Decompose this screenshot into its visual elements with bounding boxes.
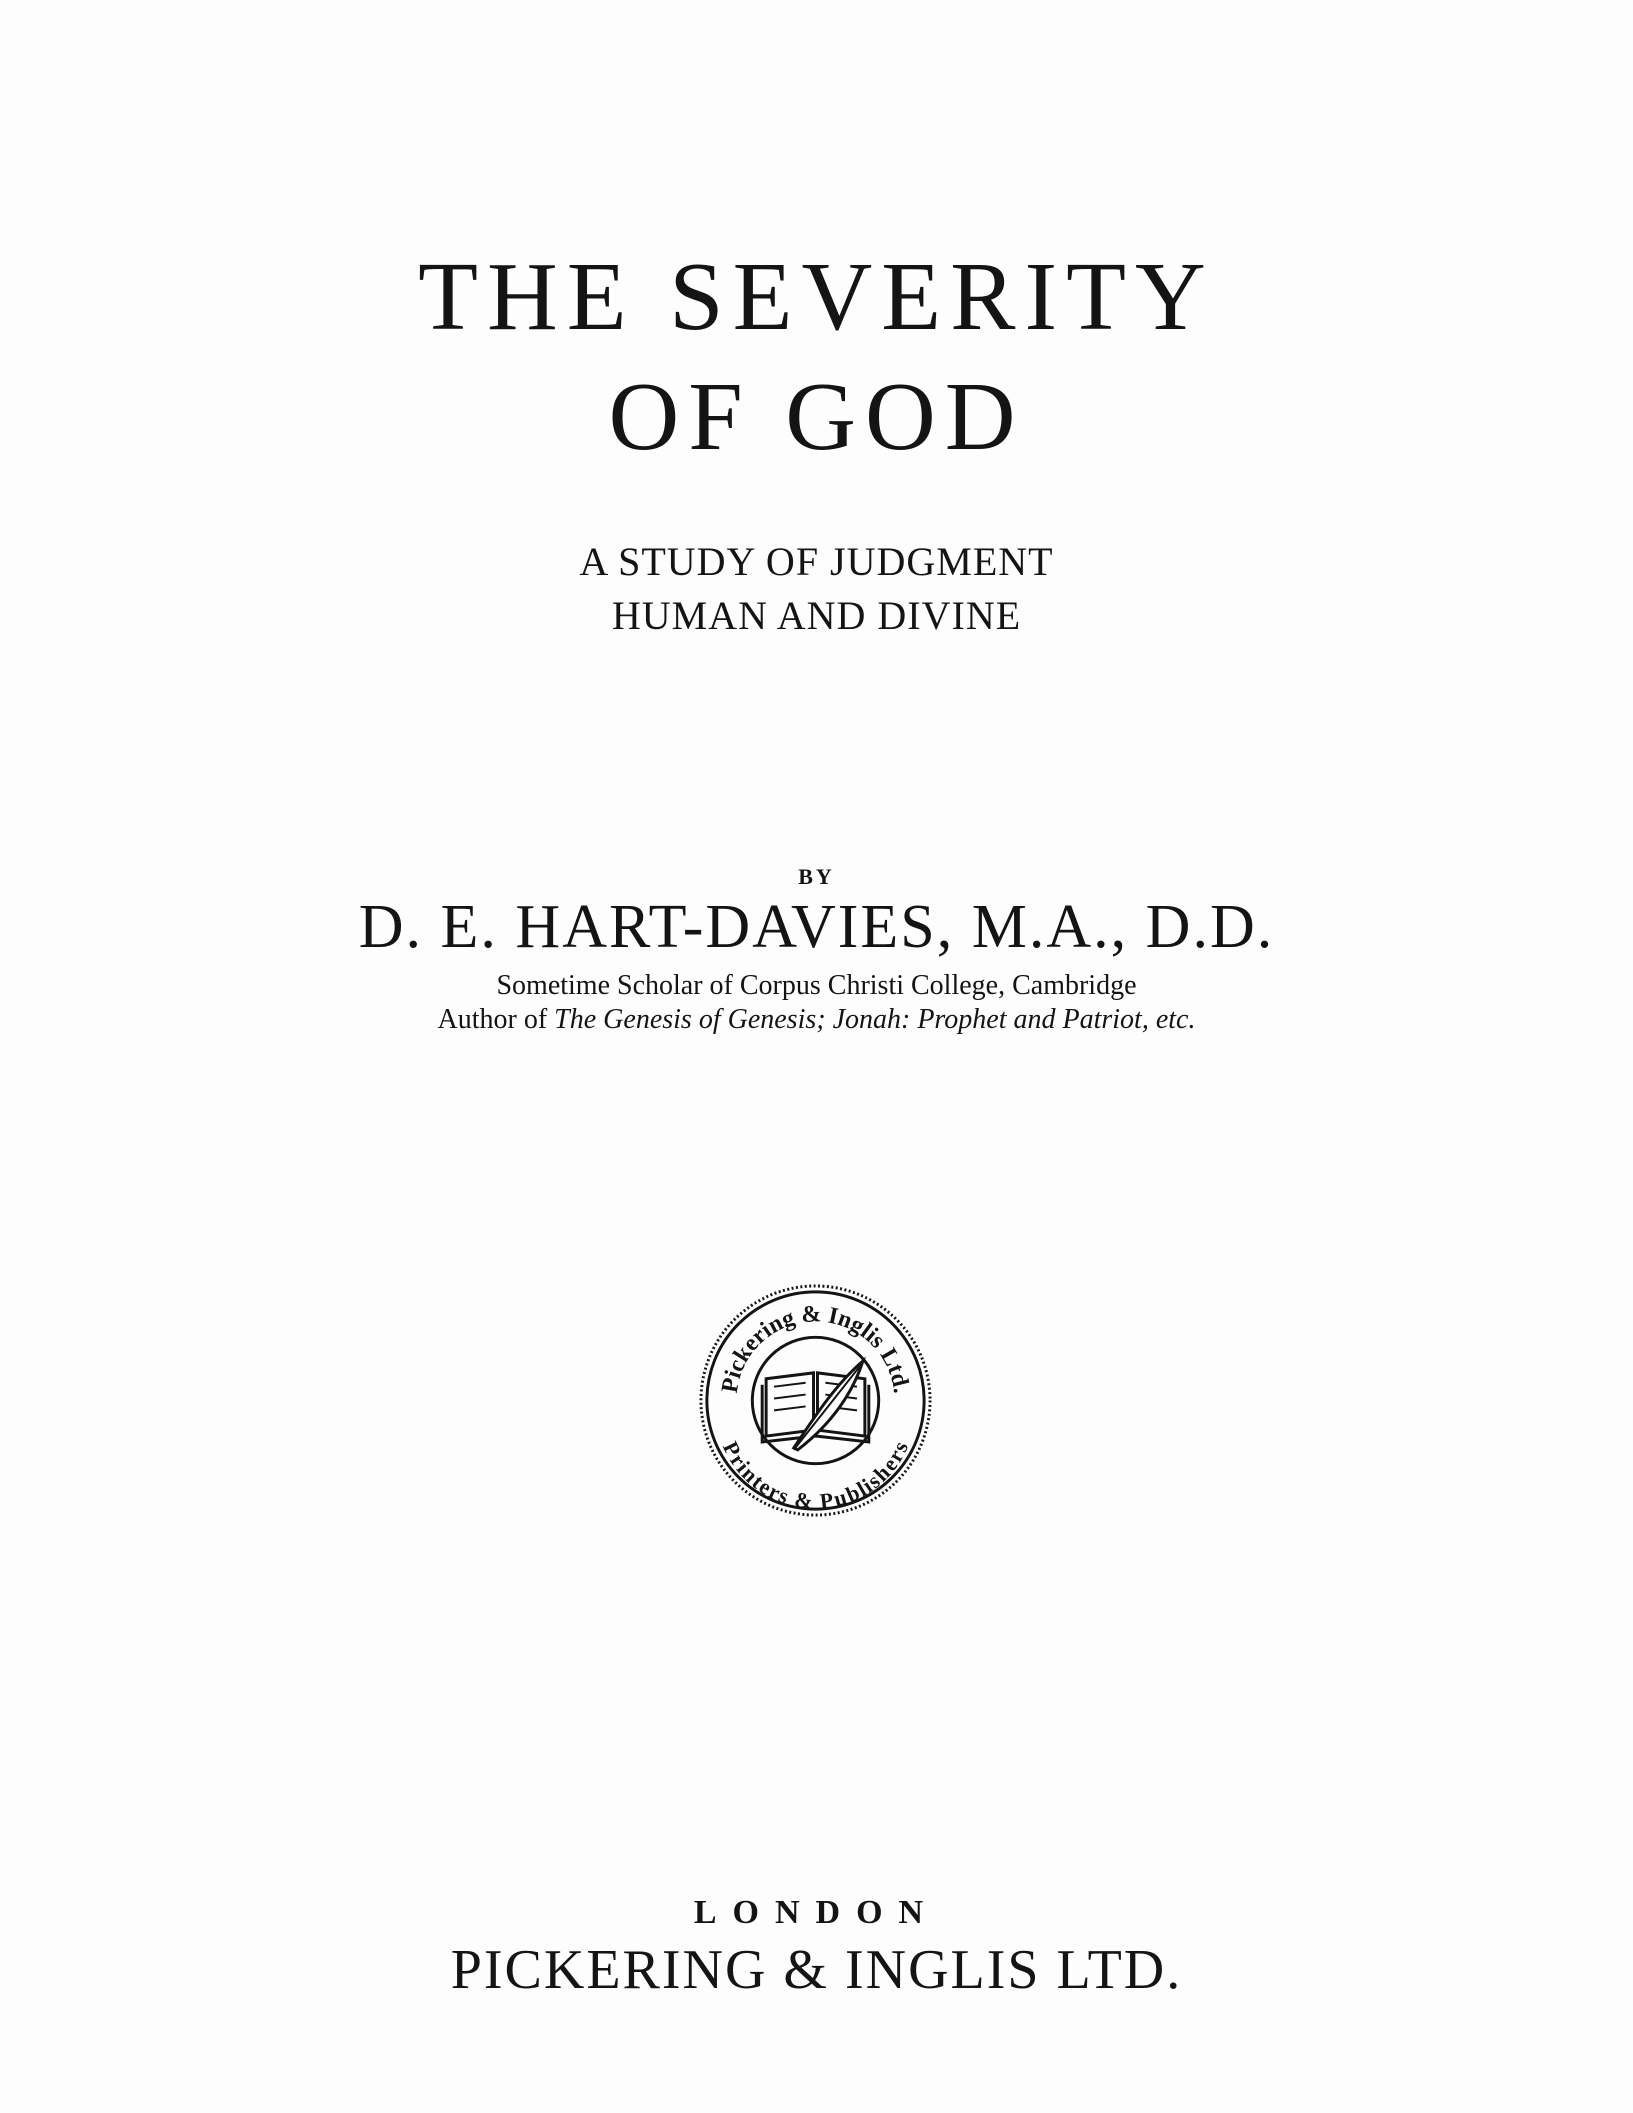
seal-top-text: Pickering & Inglis Ltd. bbox=[716, 1301, 915, 1395]
imprint-publisher: PICKERING & INGLIS LTD. bbox=[450, 1939, 1183, 2001]
book-and-quill-icon bbox=[762, 1361, 869, 1450]
subtitle-line-1: A STUDY OF JUDGMENT bbox=[579, 539, 1054, 584]
svg-text:Printers & Publishers bbox=[718, 1438, 913, 1514]
title-line-2: OF GOD bbox=[608, 363, 1025, 471]
seal-bottom-text: Printers & Publishers bbox=[718, 1437, 914, 1514]
author-of-label: Author of bbox=[437, 1004, 555, 1035]
title-line-1: THE SEVERITY bbox=[418, 243, 1215, 351]
imprint-city: LONDON bbox=[693, 1894, 940, 1931]
author-works-list: The Genesis of Genesis; Jonah: Prophet and Patriot, etc. bbox=[554, 1004, 1196, 1035]
publisher-seal-icon bbox=[697, 1282, 934, 1519]
byline: BY bbox=[798, 864, 835, 889]
subtitle-line-2: HUMAN AND DIVINE bbox=[611, 593, 1022, 638]
author-credential-works bbox=[0, 1004, 1633, 1036]
author-name: D. E. HART-DAVIES, M.A., D.D. bbox=[358, 893, 1275, 961]
author-credential-scholar: Sometime Scholar of Corpus Christi College, Cambridge bbox=[496, 970, 1137, 1001]
